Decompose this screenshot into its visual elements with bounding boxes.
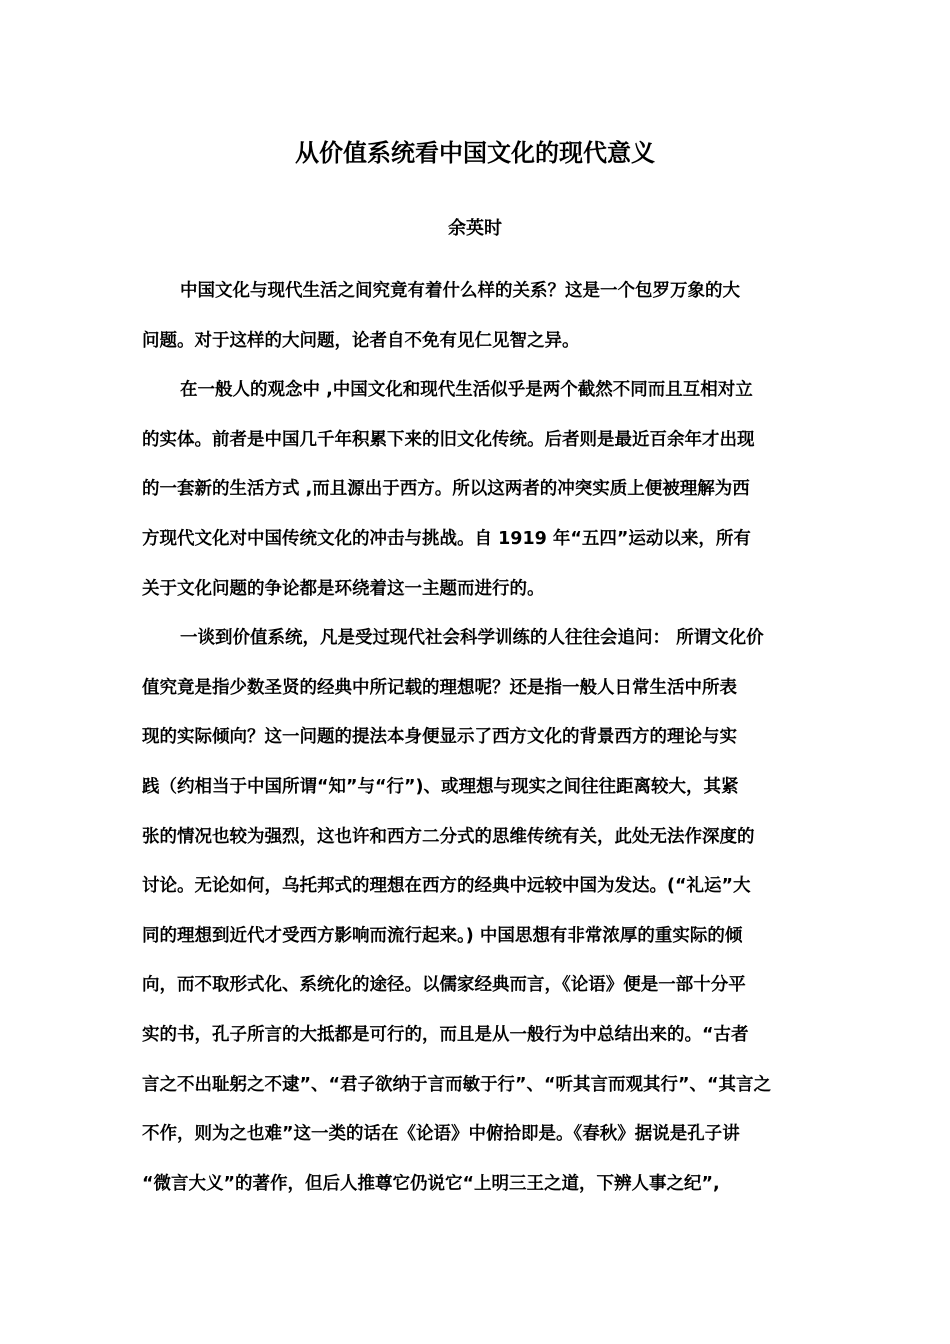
paragraph-3-line-10: 言之不出耻躬之不逮”、“君子欲纳于言而敏于行”、“听其言而观其行”、“其言之 xyxy=(142,1074,772,1095)
paragraph-3-line-1: 一谈到价值系统，凡是受过现代社会科学训练的人往往会追问： 所谓文化价 xyxy=(180,628,764,649)
paragraph-3-line-8: 向，而不取形式化、系统化的途径。以儒家经典而言，《论语》便是一部十分平 xyxy=(142,975,746,996)
paragraph-3-line-4: 践（约相当于中国所谓“知”与“行”)、或理想与现实之间往往距离较大，其紧 xyxy=(142,776,739,797)
paragraph-2-line-1: 在一般人的观念中 ,中国文化和现代生活似乎是两个截然不同而且互相对立 xyxy=(180,380,753,401)
document-author: 余英时 xyxy=(448,218,502,239)
paragraph-3-line-7: 同的理想到近代才受西方影响而流行起来。) 中国思想有非常浓厚的重实际的倾 xyxy=(142,925,743,946)
paragraph-3-line-3: 现的实际倾向？这一问题的提法本身便显示了西方文化的背景西方的理论与实 xyxy=(142,727,737,748)
paragraph-2-line-3: 的一套新的生活方式 ,而且源出于西方。所以这两者的冲突实质上便被理解为西 xyxy=(142,479,750,500)
paragraph-2-line-5: 关于文化问题的争论都是环绕着这一主题而进行的。 xyxy=(142,578,545,599)
paragraph-2-line-2: 的实体。前者是中国几千年积累下来的旧文化传统。后者则是最近百余年才出现 xyxy=(142,429,755,450)
document-title: 从价值系统看中国文化的现代意义 xyxy=(295,139,655,167)
paragraph-3-line-5: 张的情况也较为强烈，这也许和西方二分式的思维传统有关，此处无法作深度的 xyxy=(142,826,755,847)
paragraph-3-line-12: “微言大义”的著作，但后人推尊它仍说它“上明三王之道，下辨人事之纪”, xyxy=(142,1173,720,1194)
document-body xyxy=(142,272,818,1214)
paragraph-1-line-2: 问题。对于这样的大问题，论者自不免有见仁见智之异。 xyxy=(142,330,580,351)
paragraph-2-line-4: 方现代文化对中国传统文化的冲击与挑战。自 1919 年“五四”运动以来，所有 xyxy=(142,528,751,549)
paragraph-1-line-1: 中国文化与现代生活之间究竟有着什么样的关系？这是一个包罗万象的大 xyxy=(180,281,740,301)
paragraph-3-line-2: 值究竟是指少数圣贤的经典中所记载的理想呢？还是指一般人日常生活中所表 xyxy=(142,677,737,698)
paragraph-3-line-6: 讨论。无论如何，乌托邦式的理想在西方的经典中远较中国为发达。(“礼运”大 xyxy=(142,876,751,897)
paragraph-3-line-11: 不作，则为之也难”这一类的话在《论语》中俯拾即是。《春秋》据说是孔子讲 xyxy=(142,1124,740,1145)
paragraph-3-line-9: 实的书，孔子所言的大抵都是可行的，而且是从一般行为中总结出来的。“古者 xyxy=(142,1024,749,1045)
